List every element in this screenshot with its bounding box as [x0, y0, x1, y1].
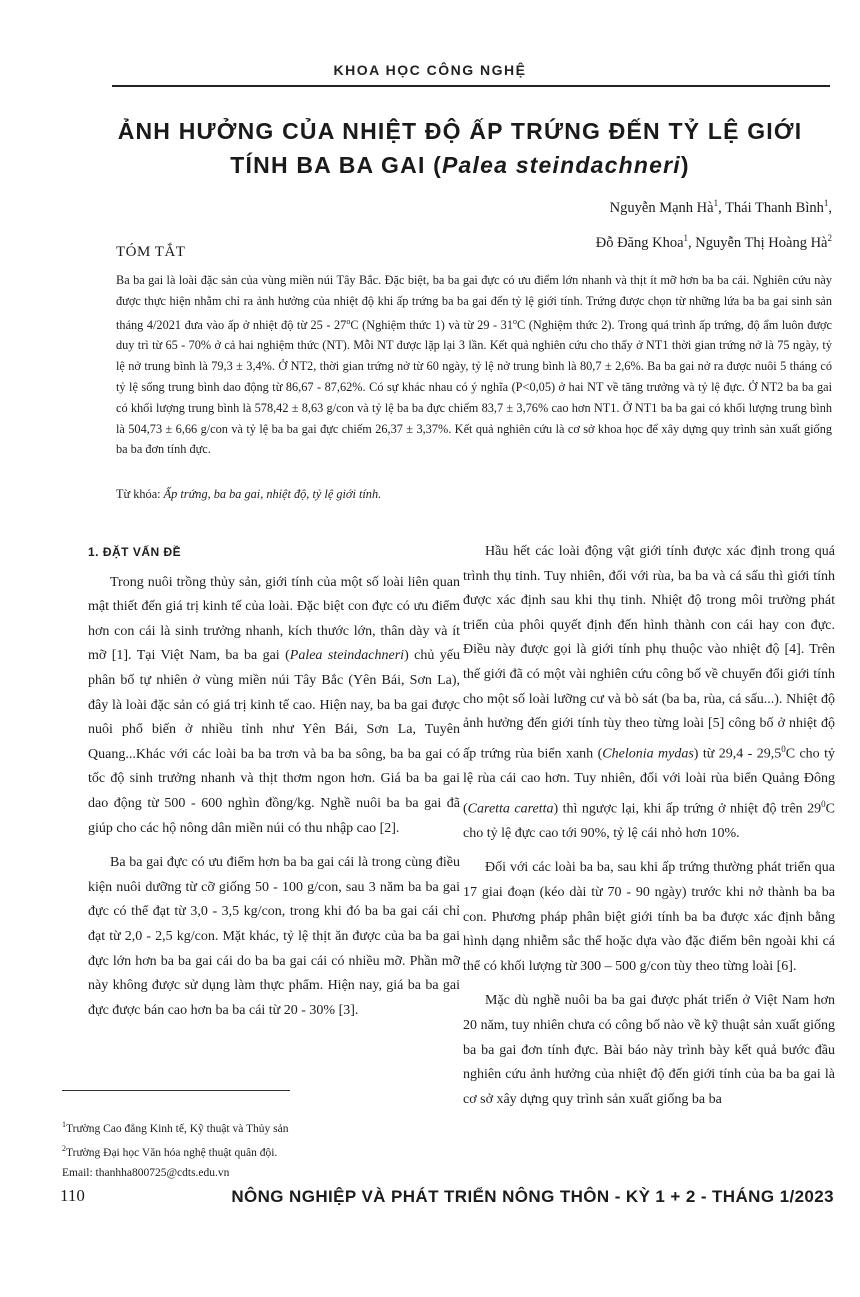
- paragraph: Ba ba gai đực có ưu điểm hơn ba ba gai cái là trong cùng điều kiện nuôi dưỡng từ cỡ giống 50 - 100 g/con, sau 3 năm ba ba gai đực có thể đạt từ 3,0 - 3,5 kg/con, trong khi đó ba ba gai cái chỉ đạt từ 2,0 - 2,5 kg/con. Mặt khác, tỷ lệ thịt ăn được của ba ba gai đực lớn hơn ba ba gai cái do ba ba gai cái có nhiều mỡ. Phần mỡ này không được sử dụng làm thực phẩm. Hiện nay, giá ba ba gai đực được bán cao hơn ba ba cái từ 20 - 30% [3].: [88, 855, 460, 1018]
- author-name: Thái Thanh Bình: [725, 199, 824, 216]
- title-species: Palea steindachneri: [442, 152, 681, 178]
- abstract-text: Ba ba gai là loài đặc sản của vùng miền núi Tây Bắc. Đặc biệt, ba ba gai đực có ưu điểm lớn nhanh và thịt ít mỡ hơn ba ba cái. Nghiên cứu này được thực hiện nhằm chỉ ra ảnh hưởng của nhiệt độ khi ấp trứng ba ba gai đến tỷ lệ giới tính. Trứng được chọn từ những lứa ba ba gai sinh sản tháng 4/2021 đưa vào ấp ở nhiệt độ từ 25 - 27$^o$C (Nghiệm thức 1) và từ 29 - 31$^o$C (Nghiệm thức 2). Trong quá trình ấp trứng, độ ẩm luôn được duy trì từ 65 - 70% ở cả hai nghiệm thức (NT). Mỗi NT được lặp lại 3 lần. Kết quả nghiên cứu cho thấy ở NT1 thời gian trứng nở là 75 ngày, tỷ lệ nở trung bình là 79,3 ± 3,4%. Ở NT2, thời gian trứng nở từ 60 ngày, tỷ lệ nở trung bình là 80,7 ± 2,6%. Ba ba gai nở ra được nuôi 5 tháng có tỷ lệ sống trung bình dao động từ 86,67 - 87,62%. Có sự khác nhau có ý nghĩa (P<0,05) ở hai NT về tăng trưởng và tỷ lệ đực. Ở NT2 ba ba gai có khối lượng trung bình là 578,42 ± 8,63 g/con và tỷ lệ ba ba đực chiếm 83,7 ± 3,76% cao hơn NT1. Ở NT1 ba ba gai có khối lượng trung bình là 504,73 ± 6,66 g/con và tỷ lệ ba ba gai đực chiếm 26,37 ± 3,37%. Kết quả nghiên cứu là cơ sở khoa học để xây dựng quy trình sản xuất giống ba ba đơn tính đực.: [116, 273, 833, 457]
- author-affiliation: 1: [823, 198, 829, 208]
- body-column-right: [463, 540, 835, 1122]
- title-close: ): [680, 152, 690, 178]
- section-heading: 1. ĐẶT VẤN ĐỀ: [88, 545, 182, 559]
- author-affiliation: 1: [713, 198, 719, 208]
- paragraph: Hầu hết các loài động vật giới tính được xác định trong quá trình thụ tinh. Tuy nhiên, đối với rùa, ba ba và cá sấu thì giới tính được xác định sau khi thụ tinh. Nhiệt độ trong môi trường phát triển của phôi quyết định đến hình thành con cái hay con đực. Điều này được gọi là giới tính phụ thuộc vào nhiệt độ [4]. Trên thế giới đã có một vài nghiên cứu công bố về chuyển đổi giới tính cho một số loài lưỡng cư và bò sát (ba ba, rùa, cá sấu...). Nhiệt độ ảnh hưởng đến giới tính tùy theo từng loài [5] công bố ở nhiệt độ ấp trứng rùa biển xanh (Chelonia mydas) từ 29,4 - 29,5$^0$C cho tỷ lệ rùa cái cao hơn. Tuy nhiên, đối với loài rùa biển Quảng Đông (Caretta caretta) thì ngược lại, khi ấp trứng ở nhiệt độ trên $29^0C$ cho tỷ lệ đực cao tới 90%, tỷ lệ cái nhỏ hơn 10%.: [463, 544, 835, 841]
- journal-footer: NÔNG NGHIỆP VÀ PHÁT TRIỂN NÔNG THÔN - KỲ 1 + 2 - THÁNG 1/2023: [231, 1187, 834, 1206]
- article-title: [100, 114, 820, 182]
- section-header: KHOA HỌC CÔNG NGHỆ: [333, 62, 527, 78]
- author-line-2: Đỗ Đăng Khoa$^1$, Nguyễn Thị Hoàng $Hà^2$: [595, 232, 832, 251]
- footnote-email: Email: thanhha800725@cdts.edu.vn: [62, 1166, 230, 1179]
- keywords-value: Ấp trứng, ba ba gai, nhiệt độ, tỷ lệ giới tính.: [163, 487, 382, 501]
- author-list: [596, 188, 832, 258]
- paragraph: Đối với các loài ba ba, sau khi ấp trứng thường phát triển qua 17 giai đoạn (kéo dài từ 70 - 90 ngày) trước khi nở thành ba ba con. Phương pháp phân biệt giới tính ba ba được xác định bằng hình dạng nhiễm sắc thể hoặc dựa vào đặc điểm bên ngoài khi cá thể có khối lượng từ 300 – 500 g/con tùy theo từng loài [6].: [463, 860, 835, 974]
- paragraph: Trong nuôi trồng thủy sản, giới tính của một số loài liên quan mật thiết đến giá trị kinh tế của loài. Đặc biệt con đực có ưu điểm hơn con cái là sinh trưởng nhanh, kích thước lớn, thân dày và ít mỡ [1]. Tại Việt Nam, ba ba gai (Palea steindachneri) chủ yếu phân bố tự nhiên ở vùng miền núi Tây Bắc (Yên Bái, Sơn La), đây là loài đặc sản có giá trị kinh tế cao. Hiện nay, ba ba gai được nuôi phổ biến ở nhiều tỉnh như Yên Bái, Sơn La, Tuyên Quang...Khác với các loài ba ba trơn và ba ba sông, ba ba gai có tốc độ sinh trưởng nhanh và thịt thơm ngon hơn. Giá ba ba gai dao động từ 500 - 600 nghìn đồng/kg. Nghề nuôi ba ba gai đã giúp cho các hộ nông dân miền núi có thu nhập cao [2].: [88, 574, 460, 836]
- keywords: [116, 487, 832, 502]
- page-number: 110: [60, 1186, 85, 1205]
- body-column-left: [88, 540, 460, 1033]
- author-name: Nguyễn Mạnh Hà: [609, 199, 714, 216]
- author-line-1: Nguyễn Mạnh $Hà^1$, Thái Thanh Bình$^1$,: [609, 198, 832, 216]
- header-rule: [112, 85, 830, 87]
- author-name: Nguyễn Thị Hoàng Hà: [695, 234, 828, 251]
- footnotes: [62, 1115, 289, 1183]
- footnote-rule: [62, 1090, 290, 1091]
- title-main: ẢNH HƯỞNG CỦA NHIỆT ĐỘ ẤP TRỨNG ĐẾN TỶ LỆ GIỚI TÍNH BA BA GAI (: [117, 118, 803, 178]
- abstract-heading: TÓM TẮT: [116, 244, 186, 260]
- footnote-1: $^1$Trường Cao đẳng Kinh tế, Kỹ thuật và Thủy sản: [62, 1120, 289, 1135]
- author-affiliation: 2: [827, 232, 832, 243]
- footnote-2: $^2$Trường Đại học Văn hóa nghệ thuật quân đội.: [62, 1143, 278, 1159]
- keywords-label: Từ khóa:: [116, 487, 161, 501]
- author-affiliation: 1: [683, 232, 689, 243]
- paragraph: Mặc dù nghề nuôi ba ba gai được phát triển ở Việt Nam hơn 20 năm, tuy nhiên chưa có công bố nào về kỹ thuật sản xuất giống ba ba gai đơn tính đực. Bài báo này trình bày kết quả bước đầu nghiên cứu ảnh hưởng của nhiệt độ đến giới tính của ba ba gai là cơ sở xây dựng quy trình sản xuất giống ba ba: [463, 993, 835, 1107]
- author-name: Đỗ Đăng Khoa: [595, 234, 684, 251]
